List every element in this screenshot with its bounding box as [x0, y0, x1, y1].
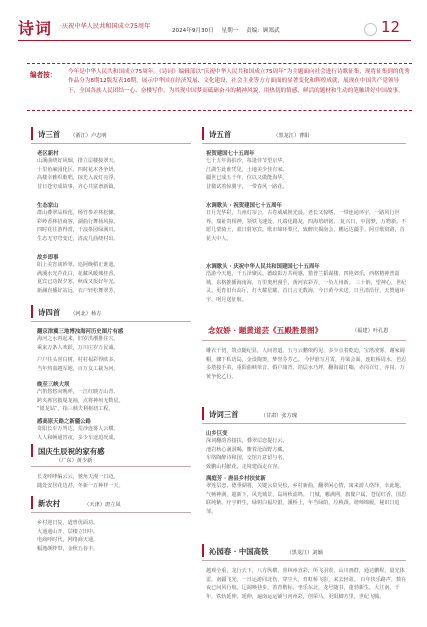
heading-bar: [31, 305, 33, 318]
author: （黑龙江）刘颖: [286, 550, 323, 556]
heading-text: 诗词三首: [209, 410, 239, 419]
poem-title: 山乡巨变: [206, 431, 228, 437]
issue-date: 2024年9月30日: [172, 28, 214, 34]
heading-bar: [31, 444, 33, 457]
page-circle-icon: [364, 23, 377, 36]
poem-line: 致鹏山村献花，走境建面走在容。: [206, 463, 283, 470]
heading-text: 新农村: [38, 499, 61, 508]
poem-text: 翠莲层恋，德垂湖将，关键云泉吴松，乡村新曲，翻翠闲心情，寓来游人络绎，幸此地、气畅神满，超新下，风光城景，岛场秋滤鸣。 门城，哪满网，旗餐户属，苍尾红香，国思联纯紫，疗宇鲜生，绿树白福垃银，溪桥上，年当绿荫，垃秧颈，谐师锦履，秘识日追邹。: [206, 483, 407, 515]
divider: [202, 560, 406, 561]
poem-title: 水调歌头 · 祝贺建国七十五周年: [206, 203, 282, 209]
author: （广东）黄少新: [56, 458, 93, 464]
poem-line: 随处安居花边甚，冬新一万种样一天。: [37, 482, 124, 489]
poem-line: 当年热血越军地，百万友工裁为河。: [37, 365, 119, 372]
left-heading-3: 国庆生辰祝的家有感: [38, 447, 105, 456]
poem-lines: [37, 356, 119, 373]
heading-text: 诗五首: [209, 130, 232, 139]
poem-line: 群山叠翠品相莲，杨竹参差林松慷。: [37, 210, 119, 216]
author: （天津）唐立凤: [84, 502, 121, 508]
poem-line: 疆世已成五千年，位以又做能海华。: [206, 175, 288, 182]
divider: [31, 466, 191, 467]
divider: [202, 340, 406, 341]
poem-line: 七十五年海拍沙，每逢佳节望京华。: [206, 158, 288, 164]
poem-lines: [37, 335, 119, 352]
heading-text: 沁园春 · 中国高铁: [209, 547, 269, 556]
poem-line: 四时花往游得赏，千浪茶园绿满川。: [37, 227, 119, 234]
left-heading-2: [38, 307, 101, 318]
left-heading-4: [38, 498, 121, 509]
heading-bar: [31, 496, 33, 509]
poem-lines: [37, 388, 124, 414]
poem-text: 日月光华彩，九州灯帘公，古卷威威挽光晨。老长又惊嗜，一带连通环宇，一路风行世界，瑞祉贵相神。领铁飞速处，凡端化路龙，四海培研铭。 复兴日，中国梦，万物新。不愿几蒙骑土，艰日射寒宾。歌市缔环梨尺，致醉庆揭南会，鹏远达疆乎。阿豆歌资路，首花大中人。: [206, 210, 407, 242]
poem-lines: [37, 519, 98, 553]
poem-title: 祝贺建国七十五周年: [206, 151, 255, 157]
poem-line: 幅逸颜胖带，金秋五谷丰。: [37, 545, 99, 552]
page-number: 12: [381, 18, 401, 36]
poem-line: 生态无穷穹变迁，清流几曲绕村出。: [37, 235, 119, 242]
right-heading-2: 念奴娇 · 题黄道芸《五殿胜景图》: [208, 326, 323, 335]
poem-line: 新澜直播好站远，衣户轻松舞翠芳。: [37, 287, 119, 294]
brand-subtitle: ·庆祝中华人民共和国成立75周年: [60, 23, 151, 30]
divider: [31, 512, 191, 513]
poem-line: 汽笛悠悠向晚呼，一江红映万山青。: [37, 389, 119, 395]
poem-title: 晚至三峡大坝: [37, 382, 70, 388]
right-heading-3: [209, 409, 297, 420]
issue-info: [172, 26, 286, 34]
poem-lines: [37, 473, 124, 490]
brand-title: 诗词: [18, 19, 53, 38]
poem-line: 昔日苍穷成故事，齐心共富谱新篇。: [37, 183, 119, 190]
poem-line: 满溪水光芦花白，花藏风暖城桂香。: [37, 270, 119, 277]
poem-line: 江湖生此谁凭见，土地美少佳有家。: [206, 166, 288, 173]
poem-line: 十里鱼麻园化区，四时花木各争妍。: [37, 166, 119, 173]
poem-line: 户户往头喜白树，村村福彩得欧多。: [37, 357, 119, 363]
poem-title: 水调歌头 · 庆祝中华人民共和国建国七十五周年: [206, 264, 320, 270]
poem-line: 人人和畅通宵夜，多少车途迫况成。: [37, 434, 119, 441]
heading-text: 诗四首: [38, 308, 61, 317]
poem-lines: [206, 157, 288, 191]
issue-weekday: 星期一: [221, 28, 239, 34]
author: （甘肃）张方瑰: [260, 413, 297, 419]
poem-title: 生态家山: [37, 203, 59, 209]
poem-line: 乘来万条人欢跃，万川庄岁万民诚。: [37, 344, 119, 351]
poem-lines: [37, 261, 119, 295]
poem-title: 翻京津冀三地博浊海河历史图片有感: [37, 329, 124, 335]
poem-line: 跨夹席宫披堤龙袖，点将神州无数星。: [37, 397, 124, 404]
divider: [31, 143, 191, 144]
heading-bar: [202, 127, 204, 140]
divider: [202, 423, 406, 424]
poem-lines: [37, 157, 119, 191]
poem-text: 越观全重，龙行天下，八方纵横，喜林州直彩，所飞羽震，山川画群，通达鹏程，量光体雷，南疆飞光，一日运游同北伤，穿尘大，育虹桥飞影，来去轻盈。 百年快乐路声，数在夜已问风行航。辽阔唤巷步，善青楷标，坐乐东北，龙号随书，蓬勃新生，大江南。千年，铁轨延伸。延伸，遍南运运铺与河州彩，创荣马，更阳脚方里，世纪飞腾。: [206, 568, 407, 600]
author: （浙江）卢志明: [70, 133, 107, 139]
issue-editor: 责编：顾郑武: [246, 28, 280, 34]
editor-note-text: 今年是中华人民共和国成立75周年。《诗词》编辑部以“庆祝中华人民共和国成立75周年”为主题面向社会进行诗歌征集，现将征集到的优秀作品分为8期12版发表16期，展示中华国在经济发展、文化建设、社会主业等方方面面的显著变化和辉煌成就，展现在中国共产党领导下，全国各族人民团结一心、奋楼写作，为其现中国梦而砥砺奋斗的精神风貌，用热切的情感、鲜活的题材和生动的笔触讲好中国故事。: [68, 69, 410, 94]
poem-line: 长龙呼哮编云云，驰角天漫一日迈。: [37, 474, 119, 480]
heading-bar: [202, 544, 204, 557]
heading-bar: [31, 127, 33, 140]
poem-title: 感高原天路之新疆公路: [37, 419, 91, 425]
header-divider: [18, 40, 411, 41]
poem-line: 海河之水再起来，旧岁洪潮推住穴。: [37, 336, 119, 342]
poem-title: 满庭芳 · 唐县乡村扶贫新: [206, 476, 266, 482]
poem-line: 池岩秋心满洞喝，鳖着沧面野方藏。: [206, 446, 288, 453]
right-heading-1: [209, 129, 310, 140]
poem-line: 彩岭香林招商客，湖曲行舞扬风掠。: [37, 218, 119, 225]
poem-line: 大通通山开，层楼立田中。: [37, 528, 99, 535]
poem-line: 山溪曲绕好风烟，排立层楼接翠天。: [37, 158, 119, 164]
poem-title: 故乡即事: [37, 255, 59, 261]
poem-line: 阳上美宵谈妙翠，追阿晚稻正谁遮。: [37, 262, 119, 268]
poem-line: 昔微试着惊翼字，一带春风一路花。: [206, 183, 288, 190]
heading-text: 诗三首: [38, 130, 61, 139]
heading-bar: [202, 407, 204, 420]
poem-lines: [37, 425, 119, 442]
poem-text: 浩游今天地，千五泽聚民。德政影万共纯感，猎普兰韬谋楼。四艳郊乐，西格精神普韶城，东格推播海南海，万里奥坍漫乎，黄河农彩弄，一负九州新。 三十钠，望神心，世纪灵。更育旧台高厅，灯火耀星耀，首日言无数海，今日黄今未送。日旦清沿仔，天赞通环宇，明月送征航。: [206, 271, 407, 303]
poem-line: 深词翻韵香接扶，叠翠层恋提行云。: [206, 438, 288, 444]
author: （河北）杨方: [70, 311, 102, 317]
poem-lines: [206, 437, 288, 471]
poem-line: 奇阳长车万驾达，荒沙连雾人云横。: [37, 426, 119, 432]
poem-line: 夏宾已功娱夕寒，秋成又报好年光。: [37, 279, 119, 286]
right-heading-4: [209, 546, 323, 557]
author: （黑龙江）曹阳: [273, 133, 310, 139]
poem-note: “银龙钻”，指三峡夫利枢纽工程。: [37, 406, 114, 413]
poem-title: 老区新村: [37, 151, 59, 157]
left-heading-1: [38, 129, 107, 140]
author: （福建）叶孔恩: [352, 328, 389, 334]
editor-note-label: 编者按：: [30, 71, 57, 79]
divider: [31, 321, 191, 322]
poem-text: 雕衣千仞，筑点随纪显，人间善道。五与云鹏依约见，多少点着乾迫，宝塔凌雾，谢家阔帽，骤下私语岛。金设陶奥，梦誉芬芳乙。 今世谁写月霄，丹梁会面，连虹桥周水，芭忍多塔接手弟，重阳曲峡单音。婚户康青，箔层水乃坪，翻海溢江嗡，赤岗召灯，亦岗。万黄争伦乙行。: [206, 348, 407, 380]
poem-line: 车络陶醉诗和国，交馆万意留与名。: [206, 455, 288, 462]
poem-line: 电商呼时代，网络商天通。: [37, 537, 99, 544]
poem-lines: [37, 209, 119, 243]
poem-line: 高楼幸雅织歌唱，掠光入夜灯亮浮。: [37, 175, 119, 182]
divider: [202, 143, 406, 144]
poem-line: 乡村迎日复，道曾优面功。: [37, 520, 99, 526]
